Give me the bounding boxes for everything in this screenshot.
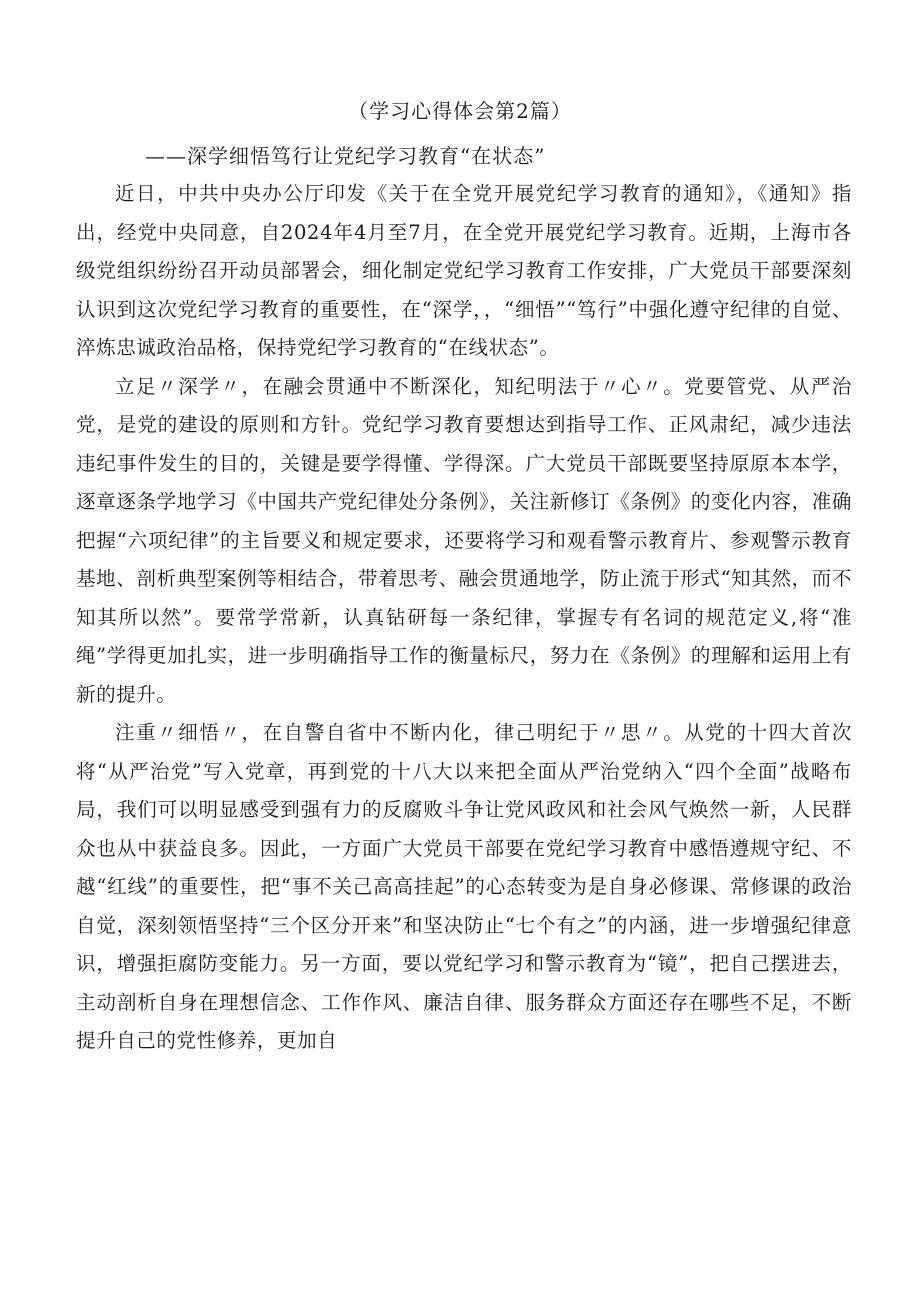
body-paragraph: 近日，中共中央办公厅印发《关于在全党开展党纪学习教育的通知》，《通知》指出，经党中央同意，自2024年4月至7月，在全党开展党纪学习教育。近期，上海市各级党组织纷纷召开动员部署会，细化制定党纪学习教育工作安排，广大党员干部要深刻认识到这次党纪学习教育的重要性，在“深学，，“细悟”“笃行”中强化遵守纪律的自觉、淬炼忠诚政治品格，保持党纪学习教育的“在线状态”。 (76, 182, 852, 359)
body-paragraph: 立足〃深学〃，在融会贯通中不断深化，知纪明法于〃心〃。党要管党、从严治党，是党的建设的原则和方针。党纪学习教育要想达到指导工作、正风肃纪，减少违法违纪事件发生的目的，关键是要学得懂、学得深。广大党员干部既要坚持原原本本学，逐章逐条学地学习《中国共产党纪律处分条例》，关注新修订《条例》的变化内容，准确把握“六项纪律”的主旨要义和规定要求，还要将学习和观看警示教育片、参观警示教育基地、剖析典型案例等相结合，带着思考、融会贯通地学，防止流于形式“知其然，而不知其所以然”。要常学常新，认真钻研每一条纪律，掌握专有名词的规范定义,将“准绳”学得更加扎实，进一步明确指导工作的衡量标尺，努力在《条例》的理解和运用上有新的提升。 (76, 374, 852, 706)
body-paragraph: 注重〃细悟〃，在自警自省中不断内化，律己明纪于〃思〃。从党的十四大首次将“从严治党”写入党章，再到党的十八大以来把全面从严治党纳入“四个全面”战略布局，我们可以明显感受到强有力的反腐败斗争让党风政风和社会风气焕然一新，人民群众也从中获益良多。因此，一方面广大党员干部要在党纪学习教育中感悟遵规守纪、不越“红线”的重要性，把“事不关己高高挂起”的心态转变为是自身必修课、常修课的政治自觉，深刻领悟坚持“三个区分开来”和坚决防止“七个有之”的内涵，进一步增强纪律意识，增强拒腐防变能力。另一方面，要以党纪学习和警示教育为“镜”，把自己摆进去，主动剖析自身在理想信念、工作作风、廉洁自律、服务群众方面还存在哪些不足，不断提升自己的党性修养，更加自 (76, 721, 852, 1052)
document-title: （学习心得体会第2篇） (348, 99, 572, 123)
document-subtitle: ——深学细悟笃行让党纪学习教育“在状态” (145, 144, 546, 168)
document-body (76, 175, 852, 1061)
